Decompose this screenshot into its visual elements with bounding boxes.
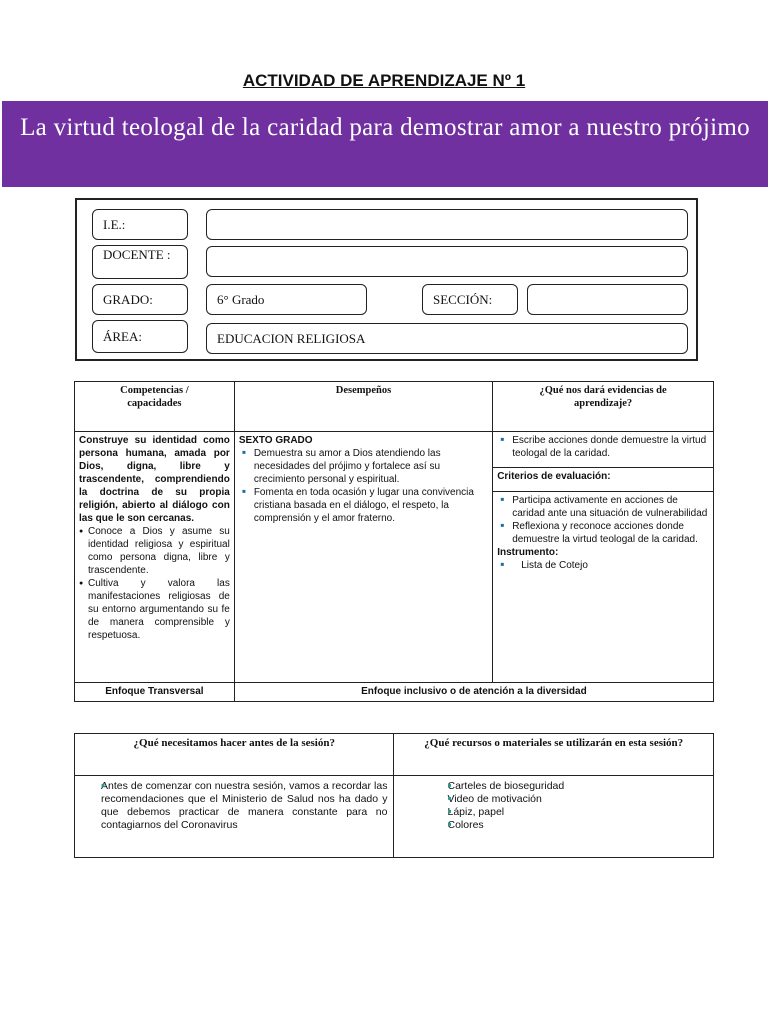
instrumento-title: Instrumento:	[497, 547, 559, 558]
capacidades-list	[79, 525, 230, 642]
header-antes: ¿Qué necesitamos hacer antes de la sesión?	[75, 734, 394, 776]
competencias-table	[74, 381, 714, 702]
document-title: ACTIVIDAD DE APRENDIZAJE Nº 1	[242, 71, 526, 90]
area-label: ÁREA:	[103, 328, 142, 344]
list-item: ▪ Participa activamente en acciones de caridad ante una situación de vulnerabilidad	[497, 494, 709, 520]
grado-title: SEXTO GRADO	[238, 435, 313, 446]
list-item: ▪ Lista de Cotejo	[497, 559, 709, 572]
list-item: ▪ Colores	[422, 819, 707, 832]
grado-field[interactable]	[206, 284, 367, 315]
activity-title-banner: La virtud teologal de la caridad para demostrar amor a nuestro prójimo	[2, 101, 768, 187]
criterios-cell	[493, 492, 714, 683]
area-value: EDUCACION RELIGIOSA	[217, 330, 366, 346]
docente-label-box	[92, 245, 188, 279]
list-item: ▪ Escribe acciones donde demuestre la virtud teologal de la caridad.	[497, 434, 709, 460]
area-label-box	[92, 320, 188, 353]
docente-field[interactable]	[206, 246, 688, 277]
grado-value: 6° Grado	[217, 291, 265, 307]
seccion-label: SECCIÓN:	[433, 291, 493, 307]
list-item: ● Conoce a Dios y asume su identidad religiosa y espiritual como persona digna, libre y trascendente.	[79, 525, 230, 577]
competencia-text: Construye su identidad como persona humana, amada por Dios, digna, libre y trascendente, comprendiendo la doctrina de su propia religión, abierto al diálogo con las que le son cercanas.	[79, 435, 230, 524]
antes-cell	[75, 776, 394, 858]
grado-label-box	[92, 284, 188, 315]
header-recursos: ¿Qué recursos o materiales se utilizarán en esta sesión?	[394, 734, 714, 776]
ie-field[interactable]	[206, 209, 688, 240]
list-item: ▪ Demuestra su amor a Dios atendiendo las necesidades del prójimo y fortalece así su crecimiento personal y espiritual.	[239, 447, 488, 486]
enfoque-label: Enfoque Transversal	[75, 683, 235, 702]
enfoque-value: Enfoque inclusivo o de atención a la diversidad	[234, 683, 713, 702]
info-frame	[75, 198, 698, 361]
ie-label: I.E.:	[103, 216, 126, 232]
list-item: ▪ Antes de comenzar con nuestra sesión, vamos a recordar las recomendaciones que el Ministerio de Salud nos ha dado y que debemos practicar de manera constante para no contagiarnos del Coronavirus	[85, 780, 387, 832]
ie-label-box	[92, 209, 188, 240]
header-evidencias: ¿Qué nos dará evidencias de aprendizaje?	[493, 382, 714, 432]
evidencias-cell	[493, 432, 714, 468]
desempenos-list	[239, 447, 488, 525]
seccion-field[interactable]	[527, 284, 688, 315]
header-competencias: Competencias / capacidades	[75, 382, 235, 432]
preparacion-table	[74, 733, 714, 858]
list-item: ▪ Video de motivación	[422, 793, 707, 806]
competencia-cell	[75, 432, 235, 683]
list-item: ▪ Reflexiona y reconoce acciones donde demuestre la virtud teologal de la caridad.	[497, 520, 709, 546]
list-item: ▪ Fomenta en toda ocasión y lugar una convivencia cristiana basada en el diálogo, el respeto, la comprensión y el amor fraterno.	[239, 486, 488, 525]
area-field[interactable]	[206, 323, 688, 354]
docente-label: DOCENTE :	[103, 247, 171, 262]
list-item: ▪ Lápiz, papel	[422, 806, 707, 819]
list-item: ▪ Carteles de bioseguridad	[422, 780, 707, 793]
criterios-title: Criterios de evaluación:	[493, 468, 714, 492]
header-desempenos: Desempeños	[234, 382, 492, 432]
desempenos-cell	[234, 432, 492, 683]
list-item: ● Cultiva y valora las manifestaciones religiosas de su entorno argumentando su fe de manera comprensible y respetuosa.	[79, 577, 230, 642]
seccion-label-box	[422, 284, 518, 315]
recursos-cell	[394, 776, 714, 858]
grado-label: GRADO:	[103, 291, 153, 307]
